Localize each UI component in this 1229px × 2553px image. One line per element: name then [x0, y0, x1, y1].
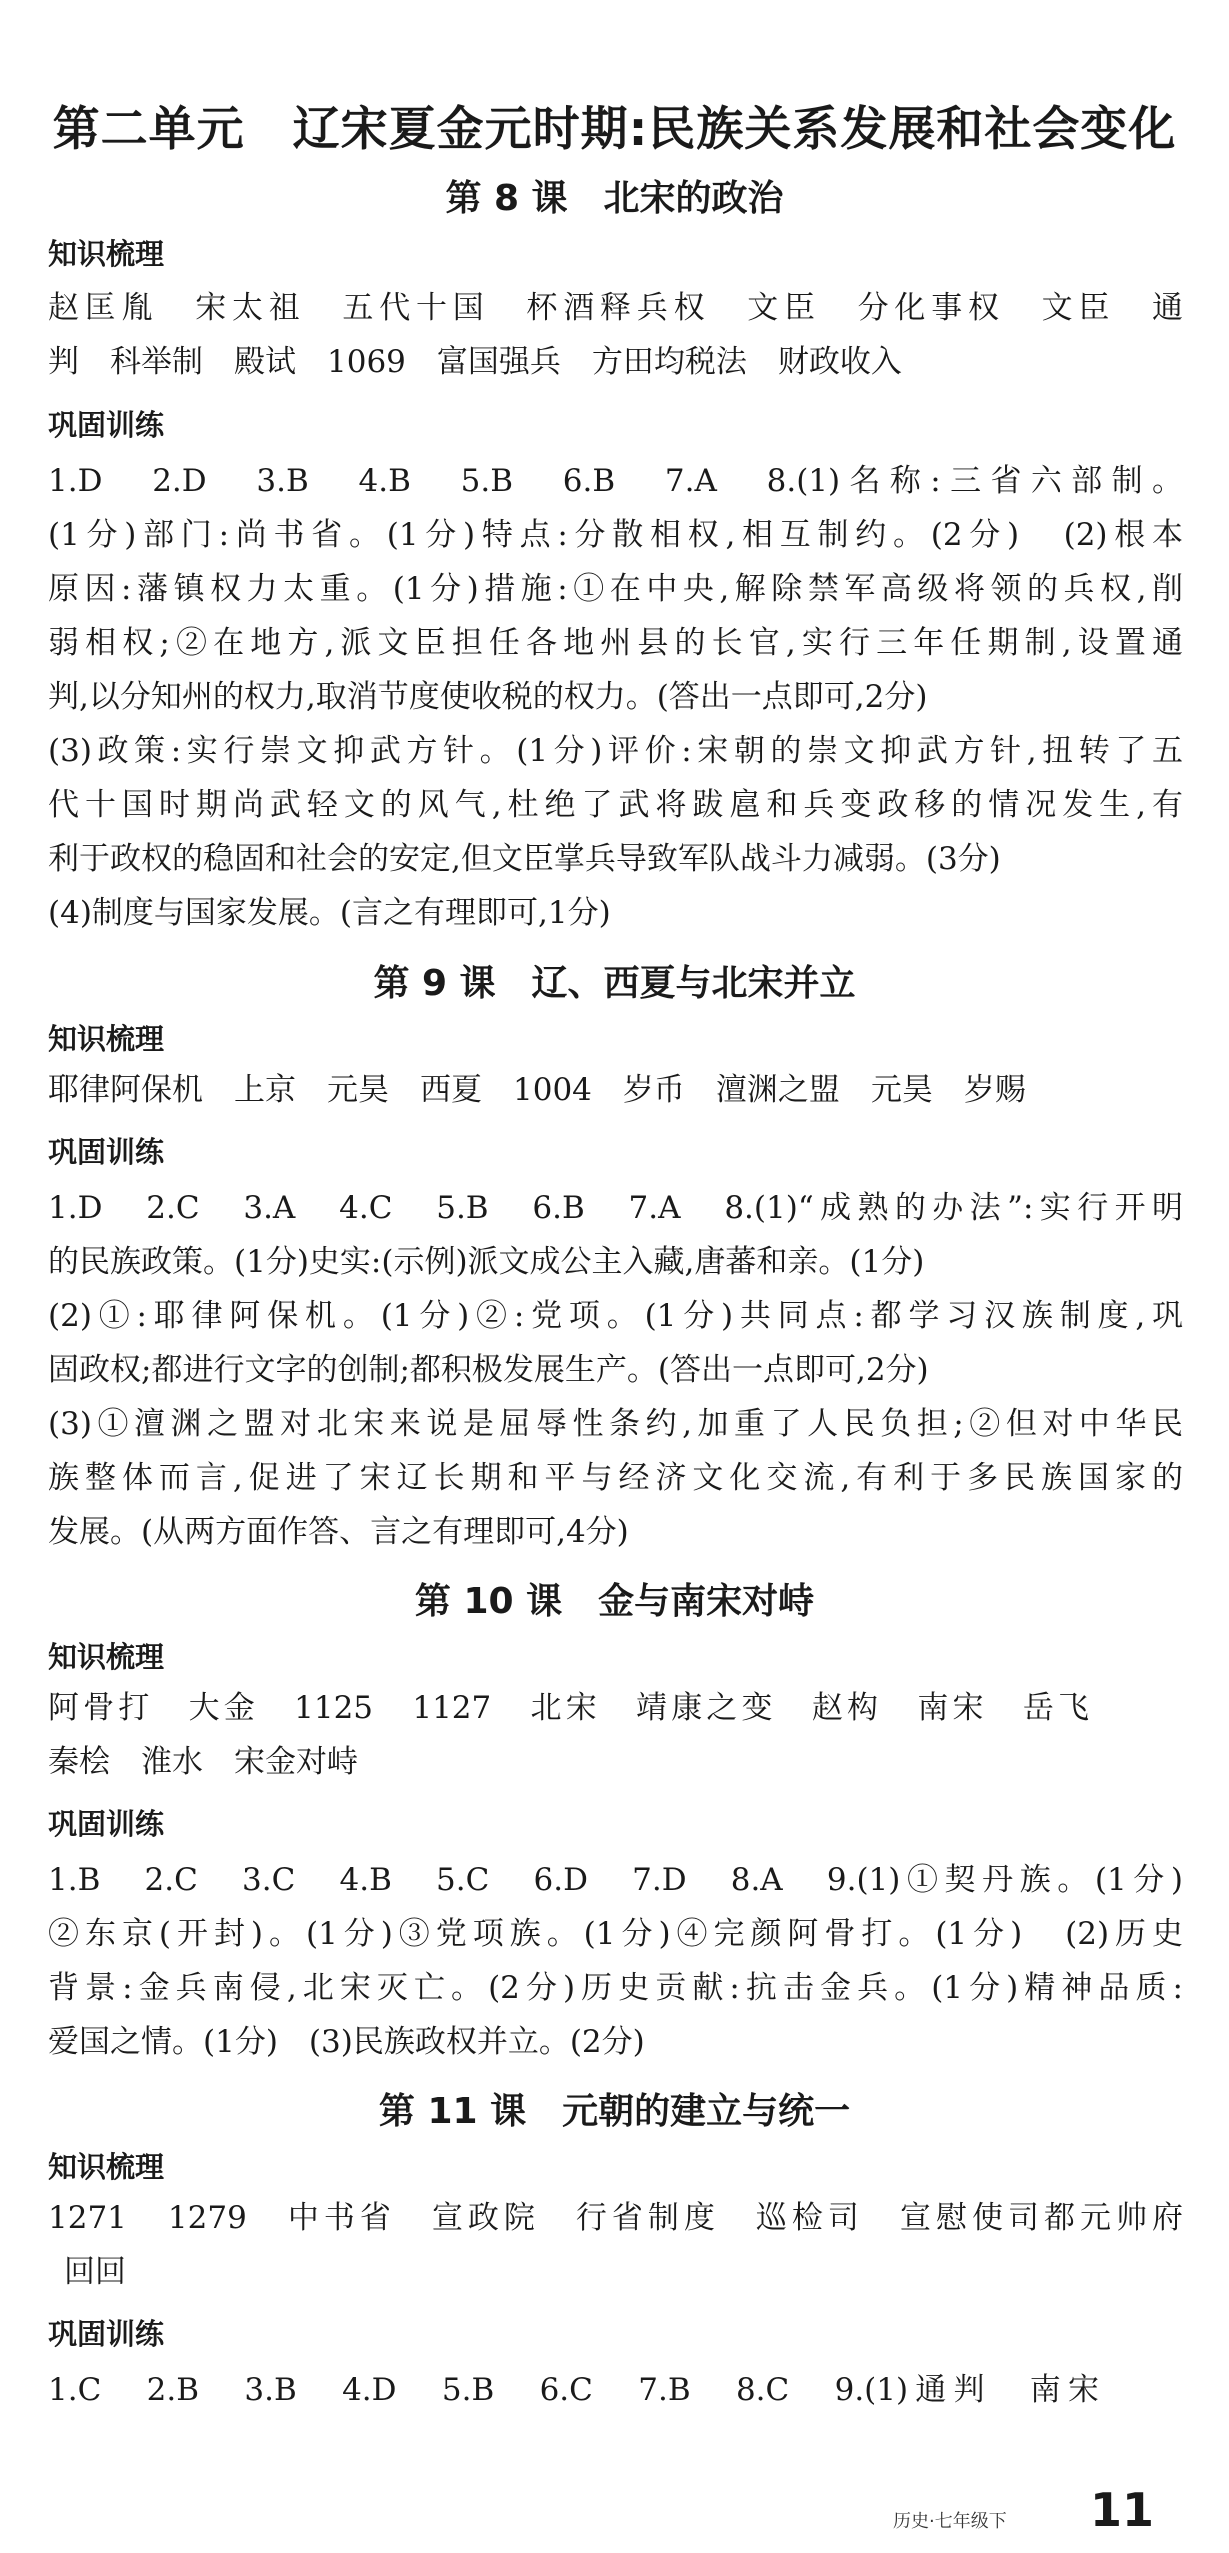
lesson-10-practice-heading: 巩固训练 [48, 1807, 165, 1841]
lesson-10-practice-line: 背景:金兵南侵,北宋灭亡。(2分)历史贡献:抗击金兵。(1分)精神品质: [48, 1970, 1183, 2006]
lesson-8-title: 第 8 课 北宋的政治 [445, 178, 784, 219]
lesson-9-practice-line: 1.D 2.C 3.A 4.C 5.B 6.B 7.A 8.(1)“成熟的办法”:实行开明 [48, 1190, 1183, 1226]
lesson-8-knowledge-heading: 知识梳理 [48, 237, 165, 271]
lesson-10-practice-line: 爱国之情。(1分) (3)民族政权并立。(2分) [48, 2024, 645, 2060]
lesson-9-knowledge-heading: 知识梳理 [48, 1022, 165, 1056]
lesson-11-practice-line: 1.C 2.B 3.B 4.D 5.B 6.C 7.B 8.C 9.(1)通判 南宋 [48, 2372, 1099, 2408]
lesson-9-knowledge-line: 耶律阿保机 上京 元昊 西夏 1004 岁币 澶渊之盟 元昊 岁赐 [48, 1072, 1026, 1108]
lesson-11-knowledge-heading: 知识梳理 [48, 2150, 165, 2184]
lesson-9-practice-line: (3)①澶渊之盟对北宋来说是屈辱性条约,加重了人民负担;②但对中华民 [48, 1406, 1183, 1442]
lesson-9-practice-line: 固政权;都进行文字的创制;都积极发展生产。(答出一点即可,2分) [48, 1352, 929, 1388]
lesson-10-knowledge-heading: 知识梳理 [48, 1640, 165, 1674]
lesson-9-practice-line: 的民族政策。(1分)史实:(示例)派文成公主入藏,唐蕃和亲。(1分) [48, 1244, 925, 1280]
lesson-8-practice-line: 原因:藩镇权力太重。(1分)措施:①在中央,解除禁军高级将领的兵权,削 [48, 571, 1183, 607]
lesson-8-knowledge-line: 赵匡胤 宋太祖 五代十国 杯酒释兵权 文臣 分化事权 文臣 通 [48, 290, 1183, 326]
lesson-8-practice-heading: 巩固训练 [48, 408, 165, 442]
lesson-9-practice-line: (2)①:耶律阿保机。(1分)②:党项。(1分)共同点:都学习汉族制度,巩 [48, 1298, 1183, 1334]
lesson-11-knowledge-line: 1271 1279 中书省 宣政院 行省制度 巡检司 宣慰使司都元帅府 [48, 2200, 1183, 2236]
lesson-8-knowledge-line: 判 科举制 殿试 1069 富国强兵 方田均税法 财政收入 [48, 344, 902, 380]
footer-subject: 历史·七年级下 [893, 2511, 1007, 2532]
page-number: 11 [1090, 2483, 1155, 2537]
lesson-8-practice-line: 1.D 2.D 3.B 4.B 5.B 6.B 7.A 8.(1)名称:三省六部制。 [48, 463, 1183, 499]
lesson-11-title: 第 11 课 元朝的建立与统一 [378, 2091, 851, 2132]
lesson-11-practice-heading: 巩固训练 [48, 2317, 165, 2351]
lesson-8-practice-line: (1分)部门:尚书省。(1分)特点:分散相权,相互制约。(2分) (2)根本 [48, 517, 1183, 553]
lesson-8-practice-line: 代十国时期尚武轻文的风气,杜绝了武将跋扈和兵变政移的情况发生,有 [48, 787, 1183, 823]
lesson-8-practice-line: 弱相权;②在地方,派文臣担任各地州县的长官,实行三年任期制,设置通 [48, 625, 1183, 661]
lesson-8-practice-line: (3)政策:实行崇文抑武方针。(1分)评价:宋朝的崇文抑武方针,扭转了五 [48, 733, 1183, 769]
lesson-9-title: 第 9 课 辽、西夏与北宋并立 [373, 963, 856, 1004]
lesson-9-practice-line: 发展。(从两方面作答、言之有理即可,4分) [48, 1514, 629, 1550]
lesson-8-practice-line: 判,以分知州的权力,取消节度使收税的权力。(答出一点即可,2分) [48, 679, 928, 715]
lesson-10-title: 第 10 课 金与南宋对峙 [414, 1581, 815, 1622]
lesson-10-practice-line: 1.B 2.C 3.C 4.B 5.C 6.D 7.D 8.A 9.(1)①契丹族。(1分) [48, 1862, 1183, 1898]
lesson-8-practice-line: (4)制度与国家发展。(言之有理即可,1分) [48, 895, 611, 931]
lesson-10-practice-line: ②东京(开封)。(1分)③党项族。(1分)④完颜阿骨打。(1分) (2)历史 [48, 1916, 1183, 1952]
lesson-9-practice-heading: 巩固训练 [48, 1135, 165, 1169]
lesson-10-knowledge-line: 秦桧 淮水 宋金对峙 [48, 1744, 358, 1780]
lesson-8-practice-line: 利于政权的稳固和社会的安定,但文臣掌兵导致军队战斗力减弱。(3分) [48, 841, 1001, 877]
lesson-11-knowledge-line: 回回 [64, 2254, 126, 2290]
lesson-10-knowledge-line: 阿骨打 大金 1125 1127 北宋 靖康之变 赵构 南宋 岳飞 [48, 1690, 1089, 1726]
unit-title: 第二单元 辽宋夏金元时期:民族关系发展和社会变化 [52, 102, 1177, 157]
lesson-9-practice-line: 族整体而言,促进了宋辽长期和平与经济文化交流,有利于多民族国家的 [48, 1460, 1183, 1496]
